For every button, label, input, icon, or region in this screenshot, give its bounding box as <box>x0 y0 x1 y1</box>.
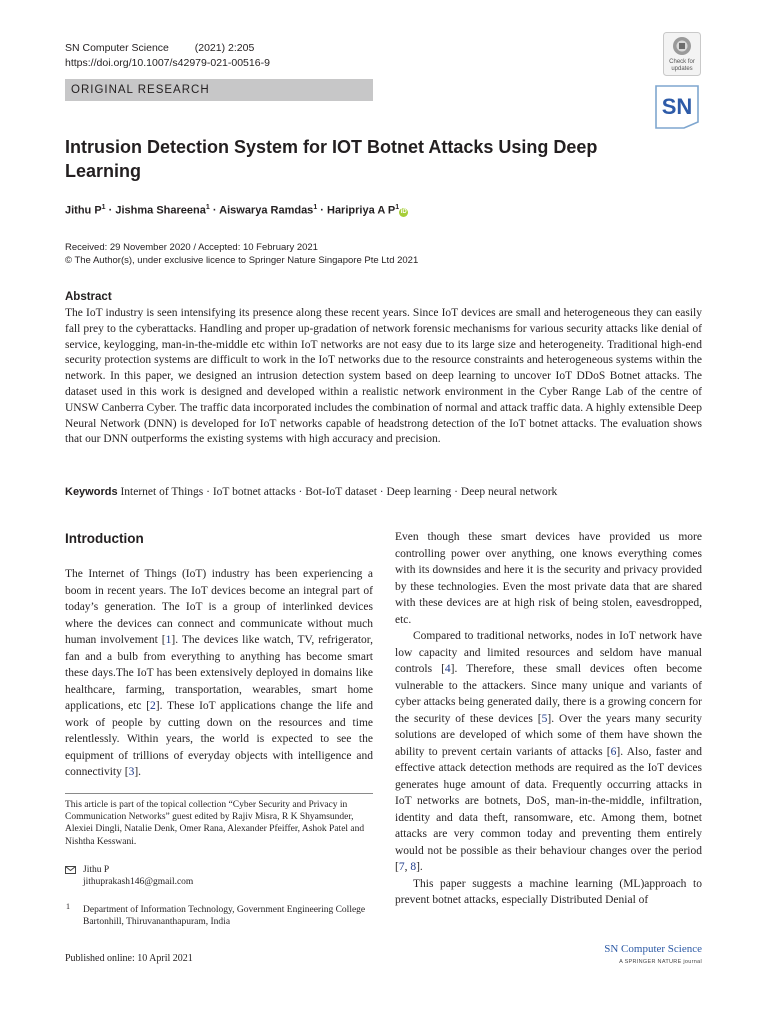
citation-link[interactable]: 4 <box>444 663 451 675</box>
corresponding-author-email[interactable]: jithuprakash146@gmail.com <box>83 877 194 888</box>
orcid-icon[interactable]: iD <box>400 208 407 215</box>
author-name[interactable]: Jishma Shareena <box>115 204 206 217</box>
author-separator: · <box>317 204 327 217</box>
sn-journal-logo <box>654 84 700 128</box>
author-affiliation-mark: 1 <box>101 204 106 211</box>
section-banner: ORIGINAL RESEARCH <box>65 79 373 101</box>
intro-paragraph-1: The Internet of Things (IoT) industry has been experiencing a boom in recent years. The IoT devices become an integral part of today’s generation. The IoT is a group of interlinked devices where the devices can connect and communicate without much human involvement [1]. The devices like watch, TV, refrigerator, fan and a bulb from everything to anything has become smart these days.The IoT has been extensively deployed in domains like healthcare, farming, transportation, wearables, smart home applications, etc [2]. These IoT applications change the life and work of people by cutting down on the resources and time relentlessly. Within years, the world is expected to see the equipment of trillions of everyday objects with intelligence and connectivity [3]. <box>65 568 374 778</box>
citation-link[interactable]: 5 <box>541 712 548 725</box>
abstract-heading: Abstract <box>65 291 112 303</box>
envelope-icon <box>65 866 77 878</box>
footer-journal-name: SN Computer Science <box>604 943 702 955</box>
corresponding-author-name: Jithu P <box>83 865 110 875</box>
affiliation-mark: 1 <box>66 902 70 911</box>
journal-name: SN Computer Science <box>65 42 169 54</box>
author-name[interactable]: Haripriya A P <box>327 204 396 217</box>
published-online: Published online: 10 April 2021 <box>65 953 193 964</box>
running-header <box>65 42 254 54</box>
crossmark-label: Check for <box>669 59 695 65</box>
abstract-text: The IoT industry is seen intensifying its presence along these recent years. Since IoT devices are small and heterogeneous they can easily fall prey to the cyberattacks. Handling and proper up-gradation of network forensic mechanisms for various security attacks like denial of service, keylogging, man-in-the-middle etc within IoT networks are not easy due to its large size and heterogeneity. Traditional high-end security protection systems are difficult to work in the IoT networks due to the resource constraints and heterogeneous systems within the network. In this paper, we designed an intrusion detection system based on deep learning to uncover IoT DDoS Botnet attacks. The dataset used in this work is designed and developed within a realistic network environment in the Cyber Range Lab of the centre of UNSW Canberra Cyber. The traffic data incorporated includes the combination of normal and attack traffic data. A highly extensible Deep Neural Network (DNN) is developed for IoT networks capable of headstrong detection of the IoT botnet attacks. The evaluation shows that our DNN outperforms the existing systems with high accuracy and precision. <box>65 307 702 446</box>
crossmark-label-2: updates <box>671 65 693 72</box>
paragraph-traditional-networks: Compared to traditional networks, nodes in IoT network have low capacity and limited resources and seldom have manual controls [4]. Therefore, these small devices often become vulnerable to the attackers. Since many unique and variants of cyber attacks being generated daily, there is a growing concern for the security of these devices [5]. Over the years many security solutions are developed of which some of them have shown the ability to prevent certain variants of attacks [6]. Also, faster and effective attack detection methods are required as the IoT devices generates huge amount of data. Frequently occurring attacks in IoT networks are botnets, DoS, man-in-the-middle, infiltration, identity and data theft, ransomware, etc. Among them, botnet attacks are very common today and preventing them entirely would not be possible as their behaviour changes over the period [7, 8]. <box>395 630 702 873</box>
citation-link[interactable]: 1 <box>165 634 172 646</box>
paragraph-smart-devices: Even though these smart devices have provided us more controlling power over anything, one knows everything comes with its downsides and here it is the security and privacy provided by these technologies. Even the most private data that are shared with these devices are at high risk of being stolen, eavesdropped, etc. <box>395 531 702 626</box>
keywords-list: Internet of Things · IoT botnet attacks · Bot-IoT dataset · Deep learning · Deep neural network <box>120 486 558 498</box>
section-heading-introduction: Introduction <box>65 531 144 546</box>
doi-link[interactable]: https://doi.org/10.1007/s42979-021-00516-9 <box>65 57 270 69</box>
citation-link[interactable]: 6 <box>610 745 617 758</box>
check-for-updates-badge[interactable] <box>663 32 701 76</box>
author-separator: · <box>105 204 116 217</box>
affiliation-text: Department of Information Technology, Government Engineering College Bartonhill, Thiruvananthapuram, India <box>83 905 366 928</box>
article-title <box>65 135 625 183</box>
received-accepted-dates: Received: 29 November 2020 / Accepted: 10 February 2021 <box>65 242 318 253</box>
author-separator: · <box>209 204 220 217</box>
keywords-label: Keywords <box>65 486 118 498</box>
sn-logo-text: SN <box>661 94 693 119</box>
author-affiliation-mark: 1 <box>395 204 400 211</box>
author-name[interactable]: Jithu P <box>65 204 102 217</box>
paragraph-ml-approach: This paper suggests a machine learning (ML)approach to prevent botnet attacks, especially Distributed Denial of <box>395 877 702 906</box>
article-history <box>65 242 418 267</box>
author-affiliation-mark: 1 <box>313 204 318 211</box>
title-line-2: Learning <box>65 161 142 181</box>
citation-link[interactable]: 2 <box>150 700 156 712</box>
copyright-line: © The Author(s), under exclusive licence to Springer Nature Singapore Pte Ltd 2021 <box>65 254 419 266</box>
corresponding-author <box>83 864 193 888</box>
collection-footnote: This article is part of the topical collection “Cyber Security and Privacy in Communication Networks” guest edited by Rajiv Misra, R K Shyamsunder, Alexiei Dingli, Natalie Denk, Omer Rana, Alexander Pfeiffer, Ashok Patel and Nishtha Kesswani. <box>65 800 365 847</box>
author-name[interactable]: Aiswarya Ramdas <box>219 204 314 217</box>
right-column-text <box>395 529 702 909</box>
citation-link[interactable]: 8 <box>410 861 417 873</box>
citation-link[interactable]: 3 <box>128 766 135 778</box>
author-affiliation-mark: 1 <box>205 204 210 211</box>
footnote-divider <box>65 793 373 794</box>
keywords <box>65 484 705 500</box>
citation-link[interactable]: 7 <box>398 861 405 873</box>
citation: (2021) 2:205 <box>194 42 255 54</box>
author-list <box>65 204 408 217</box>
springer-nature-mark: A SPRINGER NATURE journal <box>619 959 702 965</box>
title-line-1: Intrusion Detection System for IOT Botnet Attacks Using Deep <box>65 137 598 157</box>
